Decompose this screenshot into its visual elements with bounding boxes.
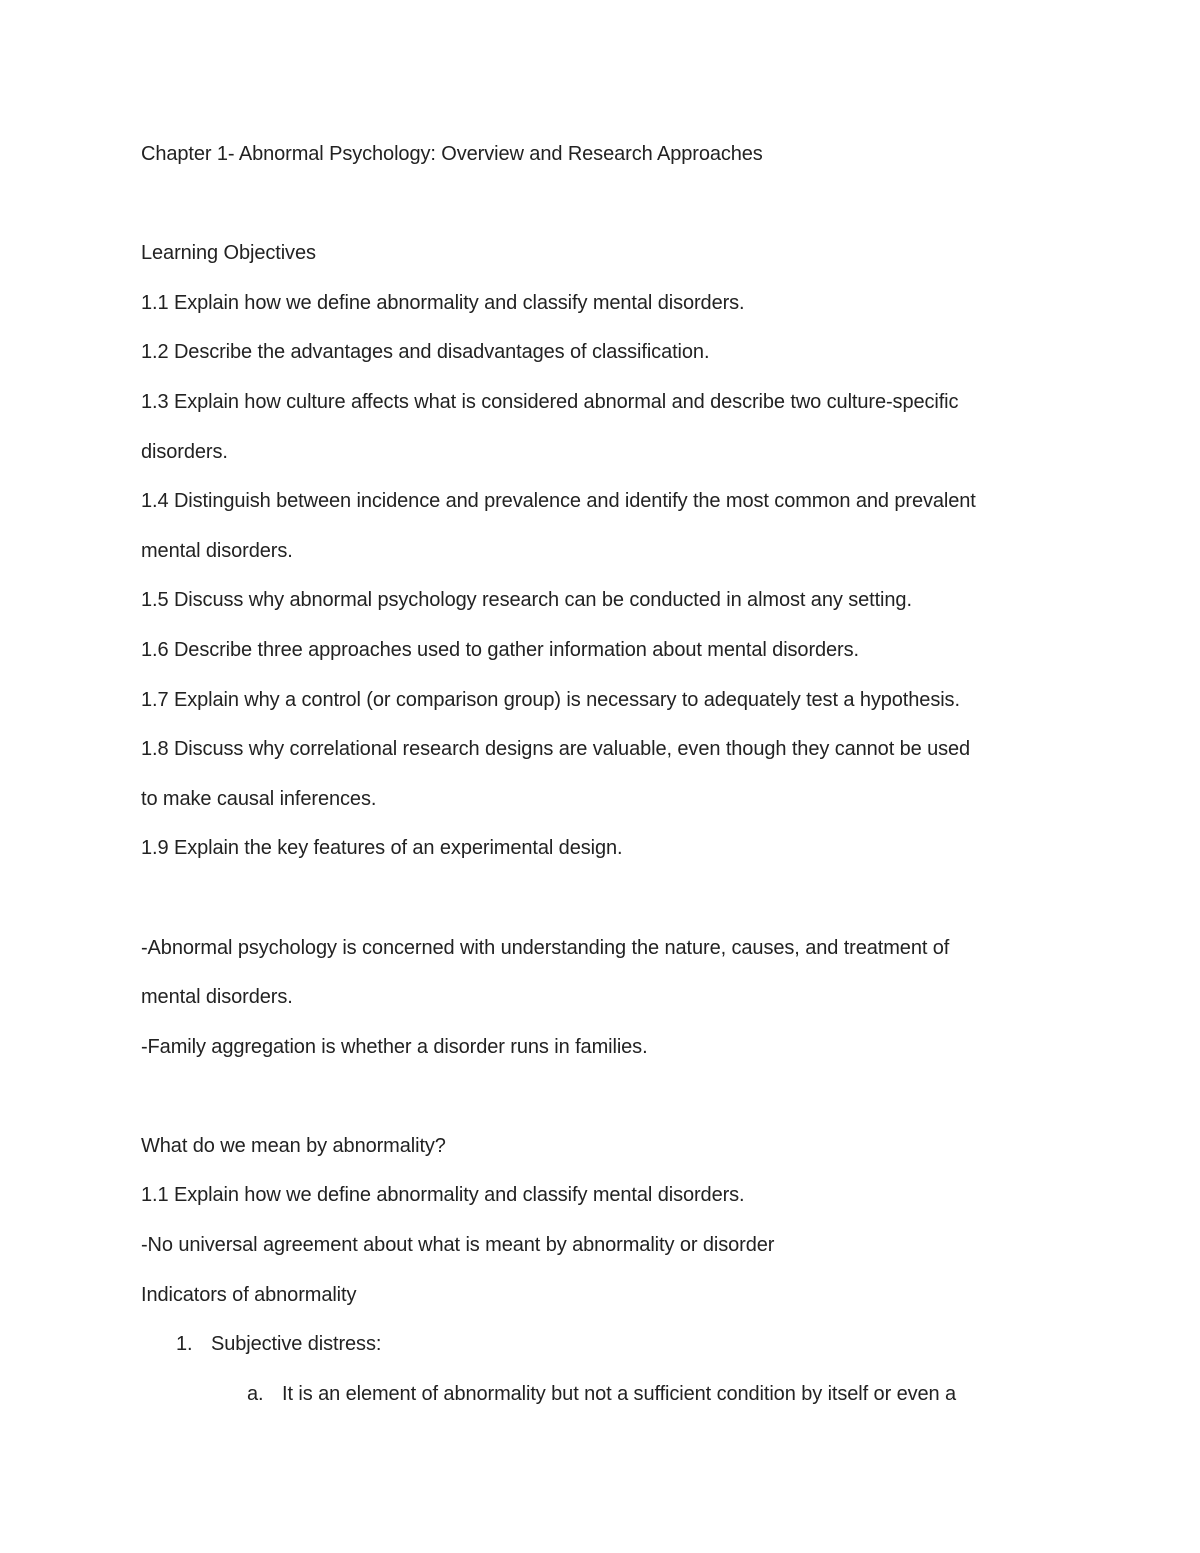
objective-1-2: 1.2 Describe the advantages and disadvantages of classification. <box>141 341 710 364</box>
blank-line <box>141 190 1071 240</box>
sub-list-item-a <box>141 1380 1071 1430</box>
note-abnormal-psychology-continued: mental disorders. <box>141 986 293 1009</box>
blank-line <box>141 1082 1071 1132</box>
objective-1-8: 1.8 Discuss why correlational research designs are valuable, even though they cannot be used <box>141 738 971 761</box>
list-item-subjective-distress <box>141 1330 1071 1380</box>
objective-1-4-continued: mental disorders. <box>141 539 293 562</box>
indicators-heading: Indicators of abnormality <box>141 1283 357 1306</box>
objective-1-5: 1.5 Discuss why abnormal psychology research can be conducted in almost any setting. <box>141 589 912 612</box>
objective-1-8-continued: to make causal inferences. <box>141 787 377 810</box>
section-note: -No universal agreement about what is meant by abnormality or disorder <box>141 1234 775 1257</box>
section-objective: 1.1 Explain how we define abnormality and classify mental disorders. <box>141 1184 745 1207</box>
objective-1-9: 1.9 Explain the key features of an experimental design. <box>141 837 623 860</box>
sub-list-item-text: It is an element of abnormality but not a sufficient condition by itself or even a <box>282 1382 957 1405</box>
objective-1-6: 1.6 Describe three approaches used to gather information about mental disorders. <box>141 638 859 661</box>
list-number: 1. <box>176 1333 193 1356</box>
objectives-heading: Learning Objectives <box>141 242 316 265</box>
objective-1-1: 1.1 Explain how we define abnormality and classify mental disorders. <box>141 291 745 314</box>
sub-list-letter: a. <box>247 1382 264 1405</box>
objective-1-7: 1.7 Explain why a control (or comparison group) is necessary to adequately test a hypothesis. <box>141 688 960 711</box>
list-item-text: Subjective distress: <box>211 1333 382 1356</box>
note-abnormal-psychology: -Abnormal psychology is concerned with understanding the nature, causes, and treatment of <box>141 936 950 959</box>
document-page <box>141 140 1071 1429</box>
objective-1-3-continued: disorders. <box>141 440 228 463</box>
blank-line <box>141 884 1071 934</box>
note-family-aggregation: -Family aggregation is whether a disorder runs in families. <box>141 1035 648 1058</box>
section-heading: What do we mean by abnormality? <box>141 1134 446 1157</box>
objective-1-3: 1.3 Explain how culture affects what is considered abnormal and describe two culture-specific <box>141 390 959 413</box>
objective-1-4: 1.4 Distinguish between incidence and prevalence and identify the most common and prevalent <box>141 490 976 513</box>
document-title: Chapter 1- Abnormal Psychology: Overview and Research Approaches <box>141 143 763 165</box>
